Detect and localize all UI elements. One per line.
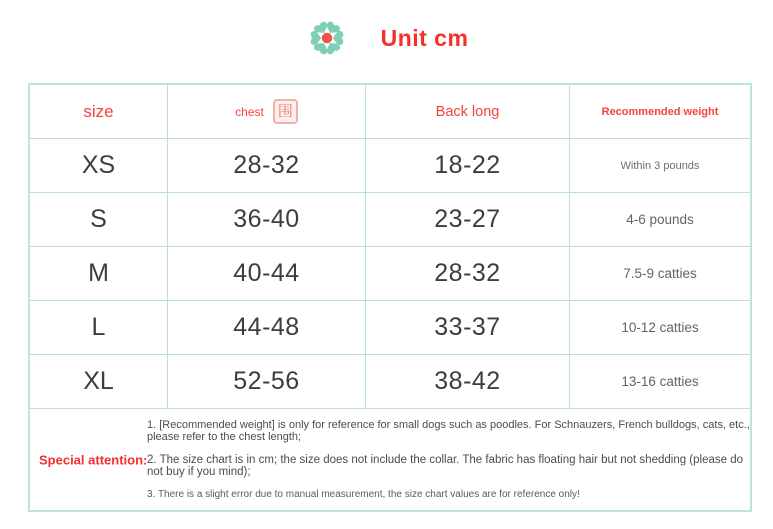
special-attention-section (30, 409, 750, 510)
table-cell-back: 23-27 (366, 193, 570, 247)
table-cell-chest: 52-56 (168, 355, 366, 409)
col-header-weight-label: Recommended weight (601, 105, 719, 118)
table-cell-back: 38-42 (366, 355, 570, 409)
table-cell-chest: 28-32 (168, 139, 366, 193)
col-header-back-long (366, 85, 570, 139)
flower-icon (305, 16, 349, 60)
col-header-chest (168, 85, 366, 139)
col-header-back-long-label: Back long (435, 103, 500, 120)
table-cell-size: S (30, 193, 168, 247)
table-cell-weight: Within 3 pounds (570, 139, 750, 193)
table-cell-back: 18-22 (366, 139, 570, 193)
table-cell-back: 28-32 (366, 247, 570, 301)
page-header (0, 0, 773, 70)
table-cell-back: 33-37 (366, 301, 570, 355)
chest-stamp-icon: 围 (273, 99, 298, 124)
col-header-size-label: size (83, 101, 114, 121)
table-cell-chest: 44-48 (168, 301, 366, 355)
note-item: 1. [Recommended weight] is only for reference for small dogs such as poodles. For Schnauzers, French bulldogs, cats, etc., please refer to the chest length; (147, 419, 750, 443)
table-cell-weight: 13-16 catties (570, 355, 750, 409)
table-cell-weight: 4-6 pounds (570, 193, 750, 247)
table-cell-size: M (30, 247, 168, 301)
table-cell-chest: 36-40 (168, 193, 366, 247)
col-header-chest-label: chest (235, 104, 264, 119)
table-cell-chest: 40-44 (168, 247, 366, 301)
size-chart-table (28, 83, 752, 512)
col-header-size (30, 85, 168, 139)
unit-title: Unit cm (380, 24, 469, 51)
note-item: 3. There is a slight error due to manual measurement, the size chart values are for reference only! (147, 489, 580, 500)
note-item: 2. The size chart is in cm; the size does not include the collar. The fabric has floating hair but not shedding (please do not buy if you mind); (147, 454, 744, 478)
table-cell-size: XL (30, 355, 168, 409)
table-cell-weight: 10-12 catties (570, 301, 750, 355)
special-attention-label: Special attention: (39, 452, 148, 467)
table-cell-size: L (30, 301, 168, 355)
table-cell-size: XS (30, 139, 168, 193)
col-header-weight (570, 85, 750, 139)
table-cell-weight: 7.5-9 catties (570, 247, 750, 301)
